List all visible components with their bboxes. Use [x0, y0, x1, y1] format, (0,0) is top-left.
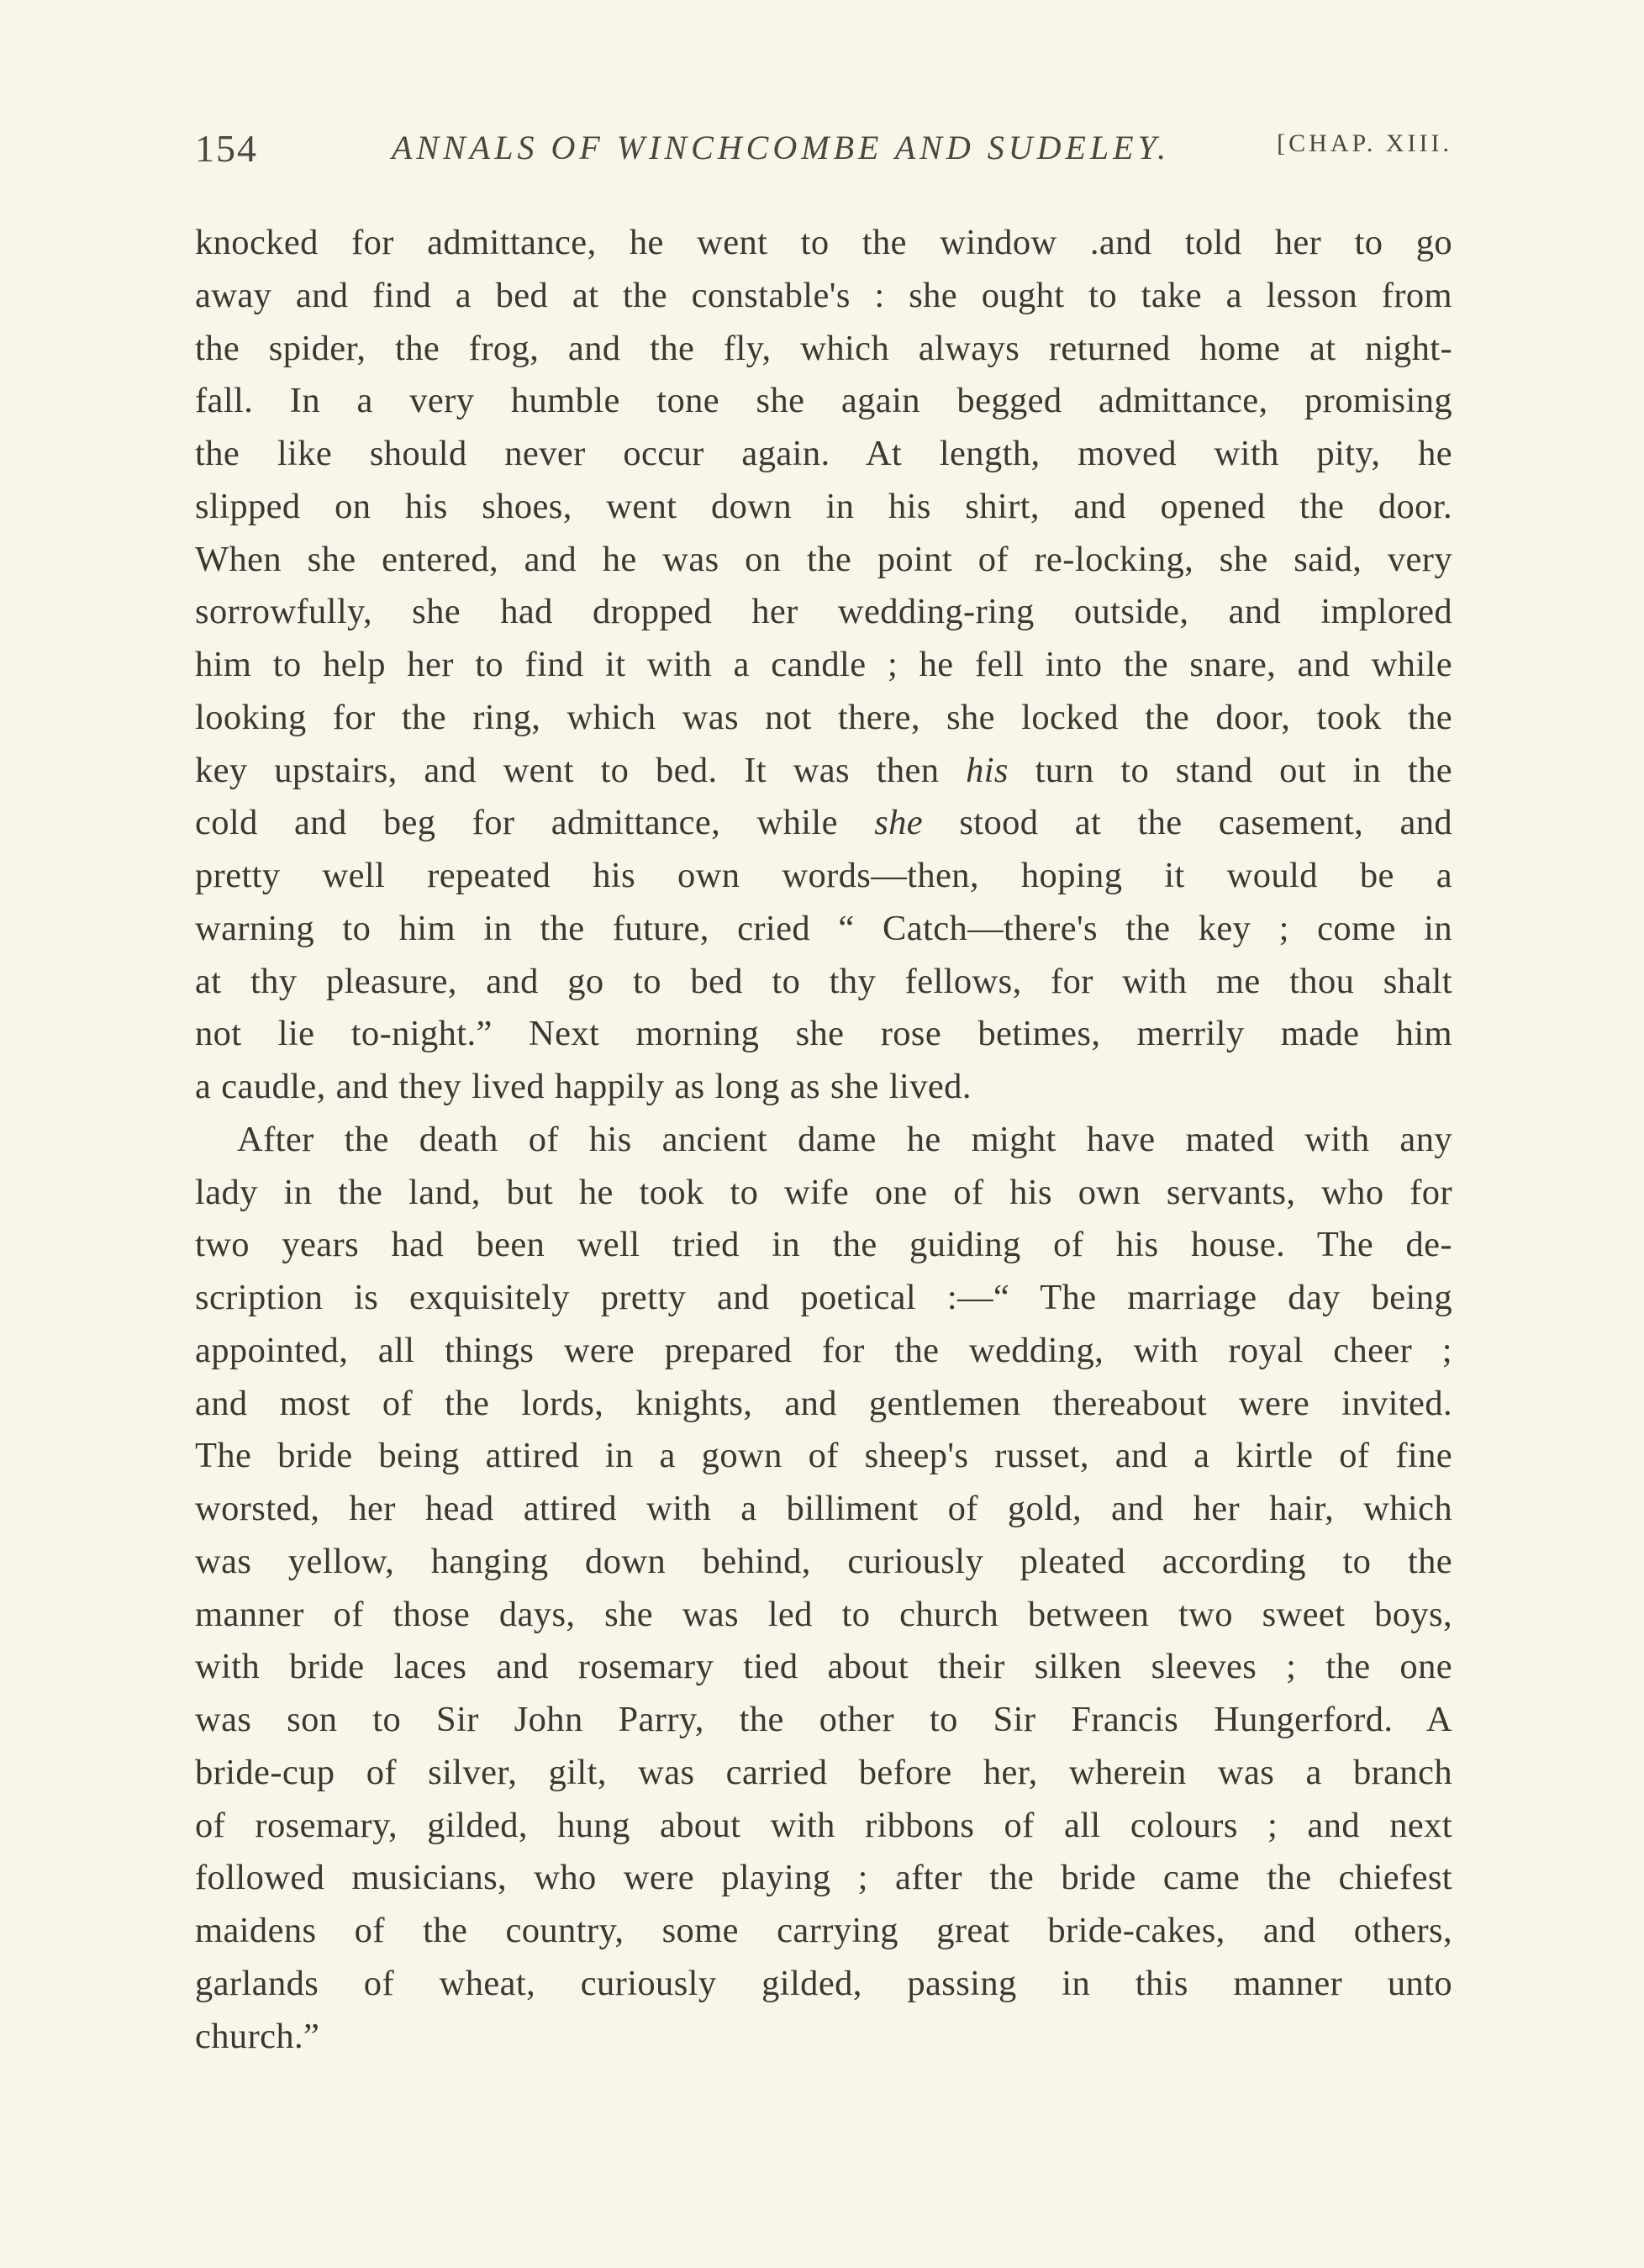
running-head	[195, 126, 1452, 177]
text-line: garlands of wheat, curiously gilded, passing in this manner unto	[195, 1963, 1452, 2003]
text-line: at thy pleasure, and go to bed to thy fellows, for with me thou shalt	[195, 961, 1452, 1001]
text-line: was son to Sir John Parry, the other to Sir Francis Hungerford. A	[195, 1700, 1452, 1739]
text-line: a caudle, and they lived happily as long as she lived.	[195, 1067, 972, 1106]
text-segment: key upstairs, and went to bed. It was then	[195, 750, 940, 790]
italic-word: his	[966, 750, 1009, 790]
text-line: and most of the lords, knights, and gentlemen thereabout were invited.	[195, 1383, 1452, 1423]
text-line: After the death of his ancient dame he might have mated with any	[237, 1119, 1452, 1159]
text-line: the like should never occur again. At length, moved with pity, he	[195, 434, 1452, 473]
text-line: lady in the land, but he took to wife one of his own servants, who for	[195, 1172, 1452, 1212]
body-text	[195, 217, 1452, 2063]
text-line: not lie to-night.” Next morning she rose betimes, merrily made him	[195, 1014, 1452, 1054]
text-line	[195, 745, 1452, 798]
text-line: with bride laces and rosemary tied about their silken sleeves ; the one	[195, 1647, 1452, 1687]
text-line: The bride being attired in a gown of sheep's russet, and a kirtle of fine	[195, 1436, 1452, 1476]
text-line: followed musicians, who were playing ; after the bride came the chiefest	[195, 1858, 1452, 1898]
text-line: looking for the ring, which was not there, she locked the door, took the	[195, 697, 1452, 737]
text-line: church.”	[195, 2016, 320, 2056]
text-line: pretty well repeated his own words—then, hoping it would be a	[195, 856, 1452, 895]
text-line: two years had been well tried in the guiding of his house. The de-	[195, 1225, 1452, 1265]
text-line: away and find a bed at the constable's : she ought to take a lesson from	[195, 275, 1452, 315]
text-segment: stood at the casement, and	[959, 803, 1453, 843]
text-line: him to help her to find it with a candle ; he fell into the snare, and while	[195, 645, 1452, 684]
text-line: maidens of the country, some carrying great bride-cakes, and others,	[195, 1911, 1452, 1950]
text-line: the spider, the frog, and the fly, which always returned home at night-	[195, 328, 1452, 368]
text-line: sorrowfully, she had dropped her wedding-ring outside, and implored	[195, 592, 1452, 632]
text-line: When she entered, and he was on the point of re-locking, she said, very	[195, 539, 1452, 579]
text-line: appointed, all things were prepared for the wedding, with royal cheer ;	[195, 1330, 1452, 1370]
text-line: scription is exquisitely pretty and poetical :—“ The marriage day being	[195, 1278, 1452, 1317]
text-line: knocked for admittance, he went to the window .and told her to go	[195, 223, 1452, 262]
text-line: slipped on his shoes, went down in his shirt, and opened the door.	[195, 486, 1452, 526]
chapter-reference: [CHAP. XIII.	[1277, 129, 1452, 157]
text-line: worsted, her head attired with a billiment of gold, and her hair, which	[195, 1489, 1452, 1528]
page-number: 154	[195, 127, 258, 170]
text-segment: cold and beg for admittance, while	[195, 803, 838, 843]
book-title: ANNALS OF WINCHCOMBE AND SUDELEY.	[392, 129, 1171, 166]
text-line: of rosemary, gilded, hung about with ribbons of all colours ; and next	[195, 1805, 1452, 1845]
text-segment: turn to stand out in the	[1035, 750, 1452, 790]
text-line: bride-cup of silver, gilt, was carried before her, wherein was a branch	[195, 1752, 1452, 1792]
italic-word: she	[874, 803, 924, 843]
text-line	[195, 797, 1452, 850]
text-line: manner of those days, she was led to church between two sweet boys,	[195, 1594, 1452, 1634]
text-line: fall. In a very humble tone she again begged admittance, promising	[195, 381, 1452, 421]
text-line: warning to him in the future, cried “ Catch—there's the key ; come in	[195, 908, 1452, 948]
text-line: was yellow, hanging down behind, curiously pleated according to the	[195, 1541, 1452, 1581]
